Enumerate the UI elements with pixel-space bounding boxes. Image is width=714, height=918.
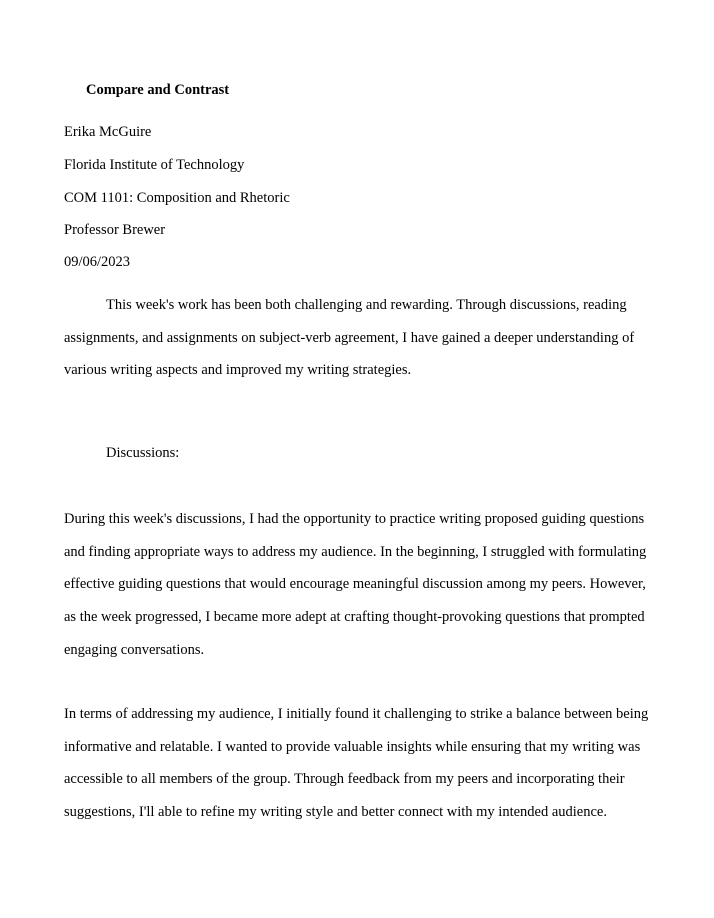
author-name: Erika McGuire [64,124,152,140]
body-paragraph-2: In terms of addressing my audience, I initially found it challenging to strike a balance between being informative and relatable. I wanted to provide valuable insights while ensuring that my writing was accessible to all members of the group. Through feedback from my peers and incorporating their suggestions, I'll able to refine my writing style and better connect with my intended audience. [64,706,649,821]
professor-name: Professor Brewer [64,222,166,238]
body-paragraph-1: During this week's discussions, I had the opportunity to practice writing proposed guiding questions and finding appropriate ways to address my audience. In the beginning, I struggled with formulating effective guiding questions that would encourage meaningful discussion among my peers. However, as the week progressed, I became more adept at crafting thought-provoking questions that prompted engaging conversations. [64,511,647,658]
intro-paragraph: This week's work has been both challenging and rewarding. Through discussions, reading assignments, and assignments on subject-verb agreement, I have gained a deeper understanding of various writing aspects and improved my writing strategies. [64,297,635,379]
document-title: Compare and Contrast [86,82,230,98]
institution-name: Florida Institute of Technology [64,157,245,173]
discussions-heading: Discussions: [106,445,180,461]
document-date: 09/06/2023 [64,254,131,270]
course-name: COM 1101: Composition and Rhetoric [64,190,290,206]
